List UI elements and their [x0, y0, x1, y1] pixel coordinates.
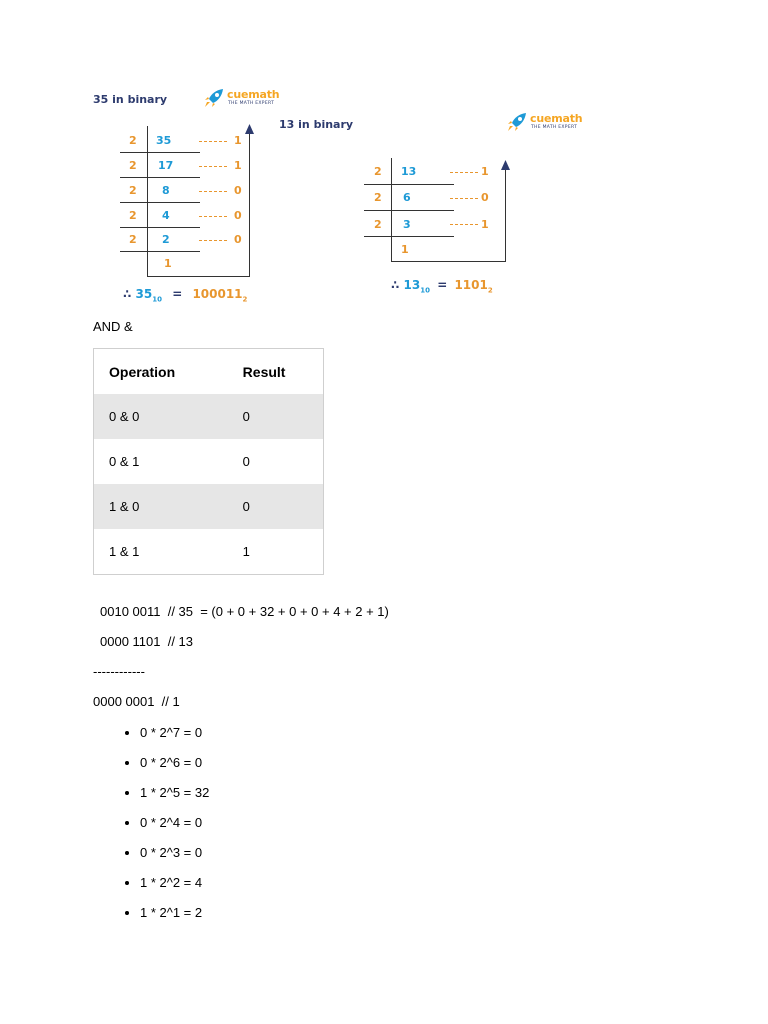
remainder: 1 — [481, 165, 489, 178]
quotient: 2 — [162, 233, 170, 246]
remainder: 0 — [234, 184, 242, 197]
operation-cell: 1 & 1 — [109, 544, 140, 559]
table-header-row — [94, 349, 324, 395]
divisor: 2 — [374, 218, 382, 231]
operation-cell: 0 & 0 — [94, 394, 228, 439]
separator-line: ------------ — [93, 664, 145, 679]
remainder: 0 — [481, 191, 489, 204]
code-line: 0010 0011 // 35 = (0 + 0 + 32 + 0 + 0 + 4 + 2 + 1) — [100, 604, 389, 619]
rocket-icon — [203, 88, 225, 108]
final-quotient: 1 — [401, 243, 409, 256]
arrow-up-icon — [245, 124, 254, 134]
quotient: 8 — [162, 184, 170, 197]
list-item: • 0 * 2^3 = 0 — [140, 842, 209, 872]
list-item: • 0 * 2^6 = 0 — [140, 752, 209, 782]
list-item: • 1 * 2^5 = 32 — [140, 782, 209, 812]
cuemath-logo — [506, 110, 586, 134]
quotient: 13 — [401, 165, 417, 178]
final-quotient: 1 — [164, 257, 172, 270]
quotient: 17 — [158, 159, 174, 172]
figure-title: 13 in binary — [279, 118, 354, 131]
and-truth-table — [93, 348, 324, 575]
code-line: 0000 1101 // 13 — [100, 634, 194, 649]
quotient: 4 — [162, 209, 170, 222]
logo-tagline: THE MATH EXPERT — [531, 125, 578, 130]
table-row — [94, 439, 324, 484]
result-cell: 0 — [228, 394, 324, 439]
list-item: • 1 * 2^2 = 4 — [140, 872, 209, 902]
place-value-list — [93, 722, 209, 932]
arrow-up-icon — [501, 160, 510, 170]
column-header: Operation — [109, 363, 176, 380]
divisor: 2 — [129, 184, 137, 197]
divisor: 2 — [129, 134, 137, 147]
logo-wordmark: cuemath — [227, 88, 280, 101]
cuemath-logo — [203, 86, 283, 110]
logo-tagline: THE MATH EXPERT — [228, 101, 275, 106]
operation-cell: 0 & 1 — [109, 454, 140, 469]
divisor: 2 — [129, 159, 137, 172]
remainder: 0 — [234, 209, 242, 222]
remainder: 1 — [234, 134, 242, 147]
divisor: 2 — [129, 233, 137, 246]
divisor: 2 — [129, 209, 137, 222]
column-header: Result — [242, 363, 286, 380]
result-cell: 1 — [242, 544, 250, 559]
divisor: 2 — [374, 165, 382, 178]
conversion-result: ∴ $35_{10} = 100011_2$ — [123, 287, 248, 304]
quotient: 3 — [403, 218, 411, 231]
result-cell: 0 — [242, 454, 250, 469]
list-item: • 1 * 2^1 = 2 — [140, 902, 209, 932]
conversion-result: ∴ $13_{10} = 1101_2$ — [391, 278, 493, 295]
list-item: • 0 * 2^4 = 0 — [140, 812, 209, 842]
result-cell: 0 — [228, 484, 324, 529]
operation-cell: 1 & 0 — [94, 484, 228, 529]
figure-title: 35 in binary — [93, 93, 168, 106]
table-row — [94, 529, 324, 575]
rocket-icon — [506, 112, 528, 132]
table-row — [94, 484, 324, 529]
section-heading: AND & — [93, 319, 133, 334]
remainder: 1 — [481, 218, 489, 231]
quotient: 6 — [403, 191, 411, 204]
divisor: 2 — [374, 191, 382, 204]
table-row — [94, 394, 324, 439]
list-item: • 0 * 2^7 = 0 — [140, 722, 209, 752]
logo-wordmark: cuemath — [530, 112, 583, 125]
remainder: 0 — [234, 233, 242, 246]
code-line: 0000 0001 // 1 — [93, 694, 180, 709]
remainder: 1 — [234, 159, 242, 172]
quotient: 35 — [156, 134, 172, 147]
